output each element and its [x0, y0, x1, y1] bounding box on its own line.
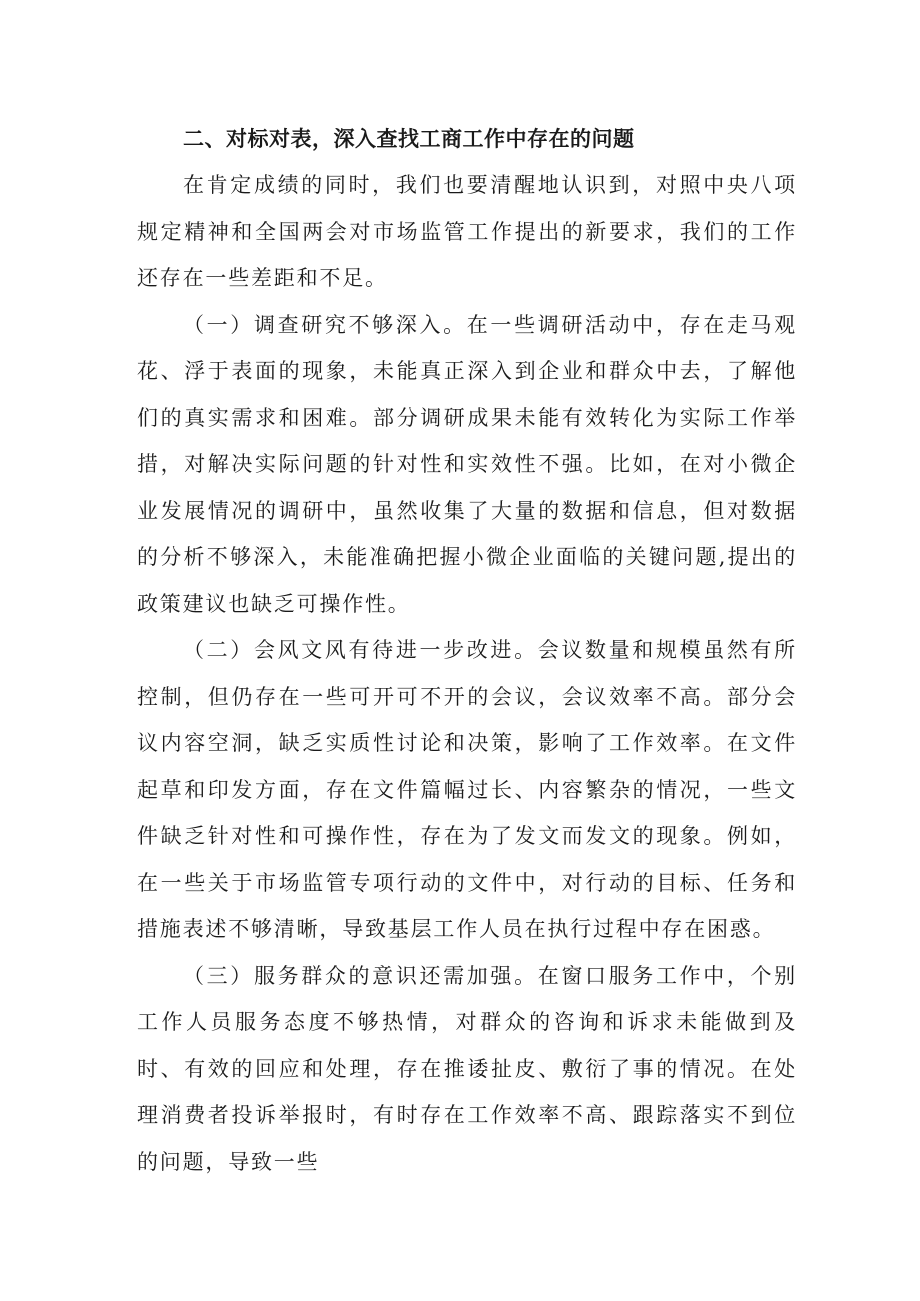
paragraph-public-service: （三）服务群众的意识还需加强。在窗口服务工作中，个别工作人员服务态度不够热情，对群众的咨询和诉求未能做到及时、有效的回应和处理，存在推诿扯皮、敷衍了事的情况。在处理消费者投诉举报时，有时存在工作效率不高、跟踪落实不到位的问题，导致一些: [137, 963, 797, 1174]
section-heading: 二、对标对表，深入查找工商工作中存在的问题: [183, 126, 635, 151]
paragraph-meeting-style: （二）会风文风有待进一步改进。会议数量和规模虽然有所控制，但仍存在一些可开可不开的会议，会议效率不高。部分会议内容空洞，缺乏实质性讨论和决策，影响了工作效率。在文件起草和印发方面，存在文件篇幅过长、内容繁杂的情况，一些文件缺乏针对性和可操作性，存在为了发文而发文的现象。例如，在一些关于市场监管专项行动的文件中，对行动的目标、任务和措施表述不够清晰，导致基层工作人员在执行过程中存在困惑。: [137, 638, 797, 941]
document-body: [137, 116, 797, 1185]
intro-paragraph: 在肯定成绩的同时，我们也要清醒地认识到，对照中央八项规定精神和全国两会对市场监管工作提出的新要求，我们的工作还存在一些差距和不足。: [137, 173, 797, 290]
paragraph-research: （一）调查研究不够深入。在一些调研活动中，存在走马观花、浮于表面的现象，未能真正深入到企业和群众中去，了解他们的真实需求和困难。部分调研成果未能有效转化为实际工作举措，对解决实际问题的针对性和实效性不强。比如，在对小微企业发展情况的调研中，虽然收集了大量的数据和信息，但对数据的分析不够深入，未能准确把握小微企业面临的关键问题,提出的政策建议也缺乏可操作性。: [137, 312, 797, 616]
